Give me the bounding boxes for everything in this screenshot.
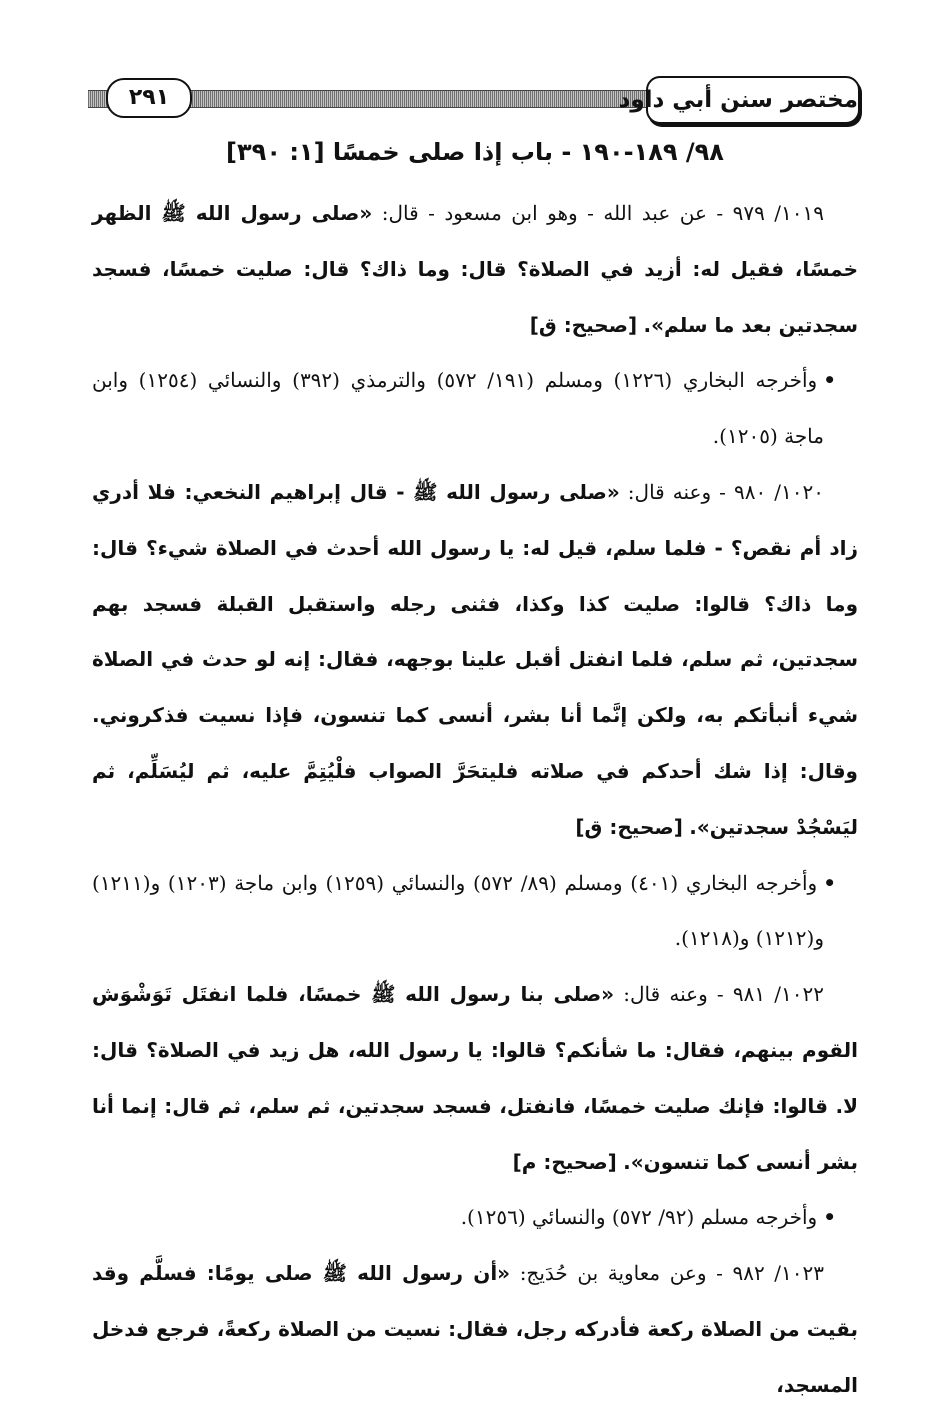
hadith-entry	[92, 1246, 858, 1413]
takhrij-text: وأخرجه البخاري (١٢٢٦) ومسلم (١٩١/ ٥٧٢) والترمذي (٣٩٢) والنسائي (١٢٥٤) وابن ماجة (١٢٠٥).	[92, 368, 824, 449]
book-title: مختصر سنن أبي داود	[646, 76, 860, 124]
takhrij-note	[92, 1190, 858, 1246]
hadith-text: «صلى رسول الله ﷺ - قال إبراهيم النخعي: فلا أدري زاد أم نقص؟ - فلما سلم، قيل له: يا رسول الله أحدث في الصلاة شيء؟ قال: وما ذاك؟ قالوا: صليت كذا وكذا، فثنى رجله واستقبل القبلة فسجد بهم سجدتين، ثم سلم، فلما انفتل أقبل علينا بوجهه، فقال: إنه لو حدث في الصلاة شيء أنبأتكم به، ولكن إنَّما أنا بشر، أنسى كما تنسون، فإذا نسيت فذكروني. وقال: إذا شك أحدكم في صلاته فليتحَرَّ الصواب فلْيُتِمَّ عليه، ثم ليُسَلِّم، ثم ليَسْجُدْ سجدتين».	[92, 479, 858, 839]
hadith-intro: وعن معاوية بن حُدَيج:	[519, 1261, 707, 1286]
page-content	[92, 186, 858, 1414]
chapter-heading: ٩٨/ ١٨٩-١٩٠ - باب إذا صلى خمسًا [١: ٣٩٠]	[226, 138, 724, 166]
hadith-text: «صلى بنا رسول الله ﷺ خمسًا، فلما انفتَل تَوَشْوَش القوم بينهم، فقال: ما شأنكم؟ قالوا: يا رسول الله، هل زيد في الصلاة؟ قال: لا. قالوا: فإنك صليت خمسًا، فانفتل، فسجد سجدتين، ثم سلم، ثم قال: إنما أنا بشر أنسى كما تنسون».	[92, 982, 858, 1174]
hadith-text: «أن رسول الله ﷺ صلى يومًا: فسلَّم وقد بقيت من الصلاة ركعة فأدركه رجل، فقال: نسيت من الصلاة ركعةً، فرجع فدخل المسجد،	[92, 1261, 858, 1397]
hadith-intro: وعنه قال:	[627, 479, 712, 504]
bullet-icon: •	[823, 1205, 836, 1230]
hadith-grade: [صحيح: م]	[512, 1149, 617, 1174]
hadith-entry	[92, 186, 858, 353]
takhrij-text: وأخرجه مسلم (٩٢/ ٥٧٢) والنسائي (١٢٥٦).	[460, 1205, 818, 1230]
hadith-entry	[92, 967, 858, 1190]
hadith-grade: [صحيح: ق]	[575, 814, 683, 839]
hadith-number: ١٠٢٣/ ٩٨٢ -	[716, 1261, 824, 1286]
bullet-icon: •	[823, 368, 836, 393]
page-number: ٢٩١	[106, 78, 192, 118]
takhrij-note	[92, 856, 858, 968]
hadith-number: ١٠٢٠/ ٩٨٠ -	[719, 479, 824, 504]
hadith-number: ١٠١٩/ ٩٧٩ -	[716, 201, 824, 225]
hadith-grade: [صحيح: ق]	[529, 312, 638, 337]
hadith-entry	[92, 465, 858, 856]
hadith-intro: وعنه قال:	[623, 982, 708, 1007]
takhrij-text: وأخرجه البخاري (٤٠١) ومسلم (٨٩/ ٥٧٢) والنسائي (١٢٥٩) وابن ماجة (١٢٠٣) و(١٢١١) و(١٢١٢) و(١٢١٨).	[92, 870, 824, 951]
hadith-number: ١٠٢٢/ ٩٨١ -	[716, 982, 824, 1007]
bullet-icon: •	[823, 870, 837, 895]
page-header	[88, 76, 860, 120]
takhrij-note	[92, 353, 858, 465]
hadith-text: «صلى رسول الله ﷺ الظهر خمسًا، فقيل له: أزيد في الصلاة؟ قال: وما ذاك؟ قال: صليت خمسًا، فسجد سجدتين بعد ما سلم».	[92, 201, 858, 337]
hadith-intro: عن عبد الله - وهو ابن مسعود - قال:	[381, 201, 707, 225]
